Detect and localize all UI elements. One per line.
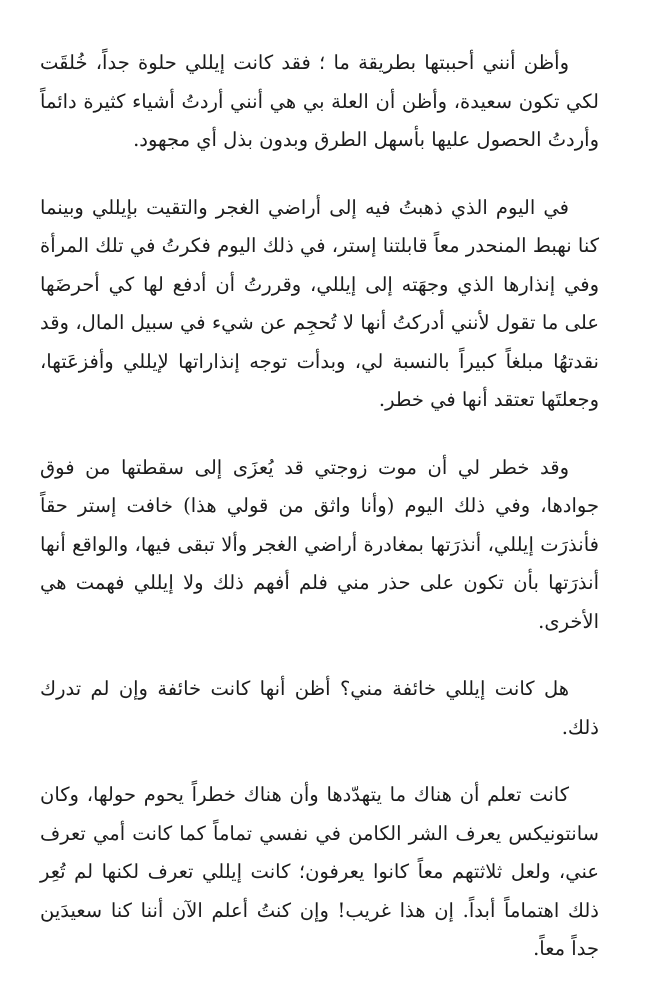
paragraph-2: في اليوم الذي ذهبتُ فيه إلى أراضي الغجر والتقيت بإيللي وبينما كنا نهبط المنحدر معاً قابلتنا إستر، في ذلك اليوم فكرتُ في تلك المرأة وفي إنذارها الذي وجهَته إلى إيللي، وقررتُ أن أدفع لها كي أحرضَها على ما تقول لأنني أدركتُ أنها لا تُحجِم عن شيء في سبيل المال، وقد نقدتهُا مبلغاً كبيراً بالنسبة لي، وبدأت توجه إنذاراتها لإيللي وأفزعَتها، وجعلتَها تعتقد أنها في خطر. [40, 195, 599, 411]
paragraph-3: وقد خطر لي أن موت زوجتي قد يُعزَى إلى سقطتها من فوق جوادها، وفي ذلك اليوم (وأنا واثق من قولي هذا) خافت إستر حقاً فأنذرَت إيللي، أنذرَتها بمغادرة أراضي الغجر وألا تبقى فيها، والواقع أنها أنذرَتها بأن تكون على حذر مني فلم أفهم ذلك ولا إيللي فهمت هي الأخرى. [40, 455, 599, 633]
paragraph-4: هل كانت إيللي خائفة مني؟ أظن أنها كانت خائفة وإن لم تدرك ذلك. [40, 677, 599, 739]
paragraph-1: وأظن أنني أحببتها بطريقة ما ؛ فقد كانت إيللي حلوة جداً، خُلقَت لكي تكون سعيدة، وأظن أن العلة بي هي أنني أردتُ أشياء كثيرة دائماً وأردتُ الحصول عليها بأسهل الطرق وبدون بذل أي مجهود. [40, 51, 599, 151]
paragraph-5: كانت تعلم أن هناك ما يتهدّدها وأن هناك خطراً يحوم حولها، وكان سانتونيكس يعرف الشر الكامن في نفسي تماماً كما كانت أمي تعرف عني، ولعل ثلاثتهم معاً كانوا يعرفون؛ كانت إيللي تعرف لكنها لم تُعِر ذلك اهتماماً أبداً. إن هذا غريب! وإن كنتُ أعلم الآن أننا كنا سعيدَين جداً معاً. [40, 783, 599, 960]
